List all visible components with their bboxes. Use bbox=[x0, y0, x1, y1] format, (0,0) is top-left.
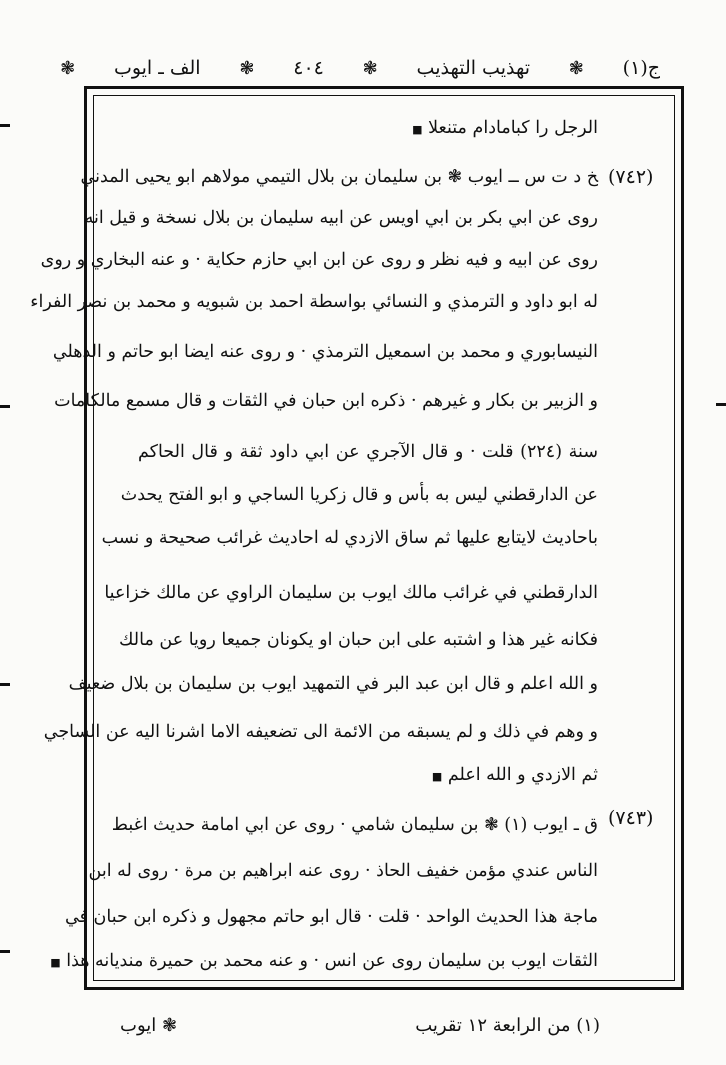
volume-label: ج(١) bbox=[622, 57, 660, 79]
book-title: تهذيب التهذيب bbox=[416, 57, 531, 79]
text-line: و الزبير بن بكار و غيرهم · ذكره ابن حبان في الثقات و قال مسمع مالكامات bbox=[54, 391, 598, 411]
ornament-icon: ❃ bbox=[60, 57, 76, 79]
text-line: الثقات ايوب بن سليمان روى عن انس · و عنه محمد بن حميرة منديانه هذا ■ bbox=[50, 951, 598, 971]
text-line: الدارقطني في غرائب مالك ايوب بن سليمان الراوي عن مالك خزاعيا bbox=[104, 583, 598, 603]
text-line: الناس عندي مؤمن خفيف الحاذ · روى عنه ابراهيم بن مرة · روى له ابن bbox=[88, 861, 598, 881]
ornament-icon: ❃ bbox=[162, 1014, 178, 1036]
text-line: ماجة هذا الحديث الواحد · قلت · قال ابو حاتم مجهول و ذكره ابن حبان في bbox=[65, 907, 598, 927]
ornament-icon: ❃ bbox=[239, 57, 255, 79]
text-line: الرجل را كبامادام متنعلا ■ bbox=[412, 118, 598, 138]
catchword-text: ايوب bbox=[120, 1014, 157, 1036]
margin-mark bbox=[0, 950, 10, 953]
ornament-icon: ❃ bbox=[362, 57, 378, 79]
text-line: سنة (٢٢٤) قلت · و قال الآجري عن ابي داود ثقة و قال الحاكم bbox=[138, 442, 598, 462]
text-line: روى عن ابي بكر بن ابي اويس عن ابيه سليمان بن بلال نسخة و قيل انه bbox=[84, 208, 598, 228]
text-line: ثم الازدي و الله اعلم ■ bbox=[431, 765, 598, 785]
text-line: ﻕ ـ ايوب (١) ❃ بن سليمان شامي · روى عن ابي امامة حديث اغبط bbox=[111, 815, 598, 835]
end-mark-icon: ■ bbox=[412, 123, 423, 136]
margin-mark bbox=[0, 124, 10, 127]
catchword bbox=[120, 1015, 177, 1036]
text-line: ﺦ د ت س ــ ايوب ❃ بن سليمان بن بلال التيمي مولاهم ابو يحيى المدني bbox=[80, 167, 598, 187]
text-line: النيسابوري و محمد بن اسمعيل الترمذي · و روى عنه ايضا ابو حاتم و الذهلي bbox=[52, 342, 598, 362]
text-line: باحاديث لايتابع عليها ثم ساق الازدي له احاديث غرائب صحيحة و نسب bbox=[101, 528, 598, 548]
text-line: روى عن ابيه و فيه نظر و روى عن ابن ابي حازم حكاية · و عنه البخاري و روى bbox=[40, 250, 598, 270]
margin-mark bbox=[0, 683, 10, 686]
text-line: فكانه غير هذا و اشتبه على ابن حبان او يكونان جميعا رويا عن مالك bbox=[119, 630, 598, 650]
entry-number: (٧٤٣) bbox=[608, 807, 654, 829]
text-line: عن الدارقطني ليس به بأس و قال زكريا الساجي و ابو الفتح يحدث bbox=[120, 485, 598, 505]
ornament-icon: ❃ bbox=[568, 57, 584, 79]
entry-number: (٧٤٢) bbox=[608, 166, 654, 188]
text-line: له ابو داود و الترمذي و النسائي بواسطة احمد بن شبويه و محمد بن نصر الفراء bbox=[30, 292, 598, 312]
section-title: الف ـ ايوب bbox=[113, 57, 201, 79]
page-header bbox=[60, 50, 660, 86]
end-mark-icon: ■ bbox=[431, 770, 443, 783]
page-number: ٤٠٤ bbox=[293, 57, 324, 79]
margin-mark bbox=[0, 405, 10, 408]
page-footer bbox=[120, 1008, 600, 1042]
margin-mark bbox=[716, 403, 726, 406]
end-mark-icon: ■ bbox=[50, 956, 61, 969]
text-line: و الله اعلم و قال ابن عبد البر في التمهيد ايوب بن سليمان بن بلال ضعيف bbox=[68, 674, 598, 694]
text-line: و وهم في ذلك و لم يسبقه من الائمة الى تضعيفه الاما اشرنا اليه عن الساجي bbox=[43, 722, 598, 742]
footnote: (١) من الرابعة ١٢ تقريب bbox=[415, 1014, 600, 1036]
